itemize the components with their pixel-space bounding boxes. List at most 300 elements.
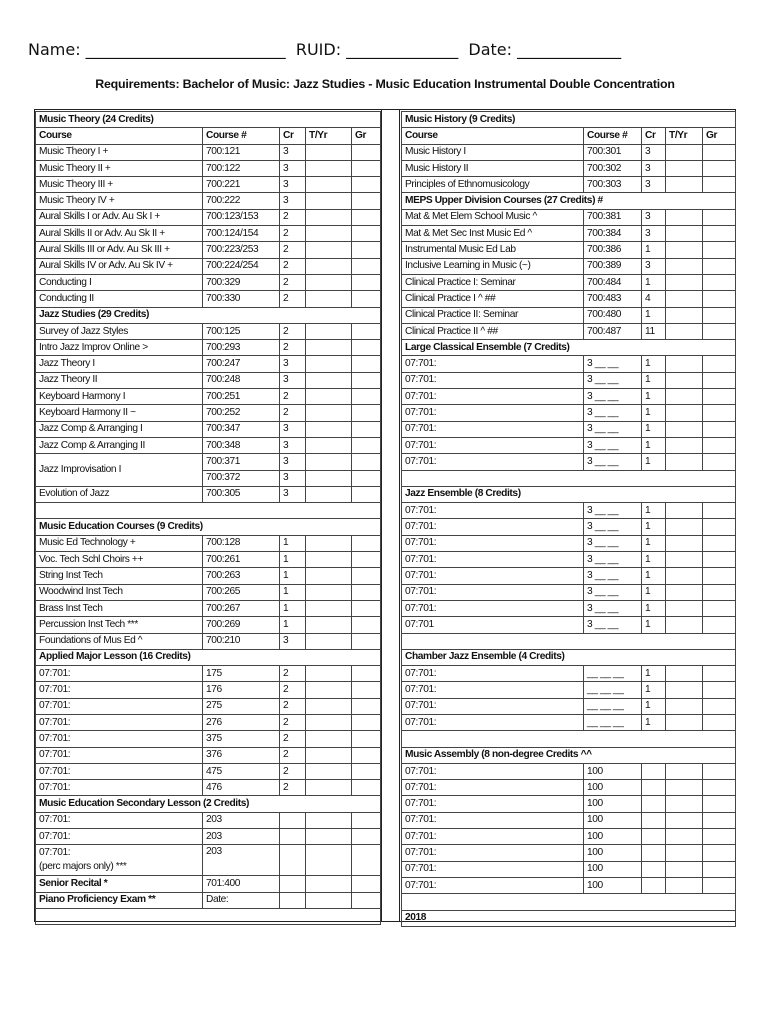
course-number: 700:487 (584, 323, 642, 339)
credits: 1 (280, 584, 306, 600)
term-year-cell (666, 160, 703, 176)
course-name: Jazz Theory I (36, 356, 203, 372)
table-row (402, 763, 736, 779)
grade-cell (703, 405, 736, 421)
course-number: 700:269 (203, 617, 280, 633)
column-header-term-year: T/Yr (666, 128, 703, 144)
course-number: 3 __ __ (584, 552, 642, 568)
course-number: 700:302 (584, 160, 642, 176)
course-name: 07:701: (402, 356, 584, 372)
course-name-line: 07:701: (39, 847, 71, 859)
term-year-cell (666, 829, 703, 845)
term-year-cell (666, 877, 703, 893)
course-number: 3 __ __ (584, 519, 642, 535)
credits: 1 (642, 503, 666, 519)
grade-cell (352, 470, 381, 486)
course-number: 700:128 (203, 535, 280, 551)
term-year-cell (306, 633, 352, 649)
course-number: 700:372 (203, 470, 280, 486)
table-row (36, 682, 381, 698)
credits: 1 (642, 714, 666, 730)
term-year-cell (666, 714, 703, 730)
table-row (402, 144, 736, 160)
term-year-cell (666, 226, 703, 242)
term-year-cell (306, 356, 352, 372)
table-row (402, 552, 736, 568)
course-note-line: (perc majors only) *** (39, 861, 127, 873)
table-row (36, 209, 381, 225)
table-row (402, 731, 736, 747)
table-row (402, 405, 736, 421)
term-year-cell (306, 747, 352, 763)
term-year-cell (306, 470, 352, 486)
course-name: Percussion Inst Tech *** (36, 617, 203, 633)
course-number: 700:124/154 (203, 226, 280, 242)
credits (280, 829, 306, 845)
table-row (402, 437, 736, 453)
table-row (402, 698, 736, 714)
course-name: 07:701: (36, 698, 203, 714)
term-year-cell (306, 568, 352, 584)
term-year-cell (306, 209, 352, 225)
credits: 1 (642, 389, 666, 405)
table-row (402, 209, 736, 225)
term-year-cell (306, 876, 352, 892)
table-row (36, 437, 381, 453)
section-heading: Jazz Ensemble (8 Credits) (402, 486, 736, 502)
course-name: Music History II (402, 160, 584, 176)
grade-cell (703, 177, 736, 193)
table-row (402, 160, 736, 176)
grade-cell (352, 714, 381, 730)
table-row (36, 128, 381, 144)
table-row (402, 617, 736, 633)
course-number: 3 __ __ (584, 372, 642, 388)
course-number: 700:301 (584, 144, 642, 160)
credits: 1 (642, 519, 666, 535)
page-title: Requirements: Bachelor of Music: Jazz Studies - Music Education Instrumental Double Concentration (95, 77, 675, 91)
table-row (36, 242, 381, 258)
table-row (402, 389, 736, 405)
term-year-cell (666, 209, 703, 225)
course-number: 700:224/254 (203, 258, 280, 274)
credits: 3 (280, 193, 306, 209)
table-row (402, 193, 736, 209)
course-number: 700:123/153 (203, 209, 280, 225)
credits (642, 763, 666, 779)
course-number: 100 (584, 829, 642, 845)
grade-cell (352, 177, 381, 193)
course-name: 07:701: (36, 731, 203, 747)
grade-cell (703, 389, 736, 405)
term-year-cell (306, 617, 352, 633)
credits: 1 (280, 600, 306, 616)
column-divider (381, 110, 400, 921)
course-name: 07:701: (402, 519, 584, 535)
credits: 2 (280, 258, 306, 274)
course-number: 700:210 (203, 633, 280, 649)
credits: 1 (642, 600, 666, 616)
course-number: 3 __ __ (584, 405, 642, 421)
term-year-cell (306, 812, 352, 828)
grade-cell (703, 144, 736, 160)
credits: 1 (642, 421, 666, 437)
table-row (402, 486, 736, 502)
term-year-cell (666, 519, 703, 535)
grade-cell (703, 323, 736, 339)
credits: 1 (642, 356, 666, 372)
term-year-cell (306, 535, 352, 551)
credits: 2 (280, 242, 306, 258)
term-year-cell (306, 323, 352, 339)
course-name: Clinical Practice II: Seminar (402, 307, 584, 323)
term-year-cell (666, 845, 703, 861)
course-number: 100 (584, 861, 642, 877)
blank-row (402, 731, 736, 747)
course-name: 07:701: (402, 437, 584, 453)
grade-cell (703, 503, 736, 519)
table-row (402, 112, 736, 128)
credits: 2 (280, 682, 306, 698)
grade-cell (352, 600, 381, 616)
table-row (402, 910, 736, 926)
term-year-cell (306, 584, 352, 600)
grade-cell (352, 763, 381, 779)
term-year-cell (666, 568, 703, 584)
table-row (36, 519, 381, 535)
right-requirements-table (401, 111, 736, 927)
term-year-cell (306, 177, 352, 193)
table-row (402, 894, 736, 910)
credits (642, 861, 666, 877)
course-name: 07:701: (402, 405, 584, 421)
course-number: 700:261 (203, 552, 280, 568)
course-number: __ __ __ (584, 698, 642, 714)
credits: 1 (642, 666, 666, 682)
table-row (36, 698, 381, 714)
table-row (36, 829, 381, 845)
grade-cell (352, 486, 381, 502)
course-number: 100 (584, 796, 642, 812)
table-row (36, 731, 381, 747)
table-row (36, 633, 381, 649)
credits (642, 845, 666, 861)
course-name: 07:701: (36, 829, 203, 845)
course-number: 700:371 (203, 454, 280, 470)
table-row (402, 177, 736, 193)
credits: 3 (280, 372, 306, 388)
term-year-cell (306, 160, 352, 176)
grade-cell (352, 845, 381, 876)
term-year-cell (306, 242, 352, 258)
credits: 3 (280, 144, 306, 160)
course-name: 07:701: (402, 535, 584, 551)
course-number: 700:252 (203, 405, 280, 421)
term-year-cell (306, 144, 352, 160)
credits: 3 (280, 486, 306, 502)
grade-cell (703, 209, 736, 225)
table-row (36, 177, 381, 193)
course-number: 375 (203, 731, 280, 747)
term-year-cell (306, 226, 352, 242)
table-row (36, 600, 381, 616)
course-name: 07:701: (402, 568, 584, 584)
course-name: Music Theory I + (36, 144, 203, 160)
credits: 4 (642, 291, 666, 307)
credits: 3 (280, 470, 306, 486)
course-name: Woodwind Inst Tech (36, 584, 203, 600)
course-number: 700:381 (584, 209, 642, 225)
course-number: 275 (203, 698, 280, 714)
table-row (36, 552, 381, 568)
table-row (36, 258, 381, 274)
course-name: 07:701: (36, 812, 203, 828)
course-name: Survey of Jazz Styles (36, 323, 203, 339)
course-number: 100 (584, 763, 642, 779)
course-number: 3 __ __ (584, 437, 642, 453)
credits: 2 (280, 405, 306, 421)
grade-cell (703, 780, 736, 796)
term-year-cell (306, 666, 352, 682)
table-row (36, 876, 381, 892)
credits: 1 (280, 552, 306, 568)
term-year-cell (666, 682, 703, 698)
grade-cell (352, 892, 381, 908)
table-row (36, 372, 381, 388)
table-row (36, 340, 381, 356)
blank-row (36, 908, 381, 924)
grade-cell (352, 731, 381, 747)
term-year-cell (306, 845, 352, 876)
table-row (36, 323, 381, 339)
course-number: 701:400 (203, 876, 280, 892)
course-name: 07:701: (402, 503, 584, 519)
term-year-cell (306, 600, 352, 616)
course-number: Date: (203, 892, 280, 908)
credits: 3 (642, 144, 666, 160)
course-name: Intro Jazz Improv Online > (36, 340, 203, 356)
grade-cell (703, 291, 736, 307)
grade-cell (703, 698, 736, 714)
credits: 3 (642, 226, 666, 242)
term-year-cell (306, 372, 352, 388)
course-name: 07:701: (402, 372, 584, 388)
table-row (402, 128, 736, 144)
section-heading: Music Education Courses (9 Credits) (36, 519, 381, 535)
grade-cell (703, 421, 736, 437)
course-name: 07:701: (402, 780, 584, 796)
course-number: 700:347 (203, 421, 280, 437)
course-number: 700:348 (203, 437, 280, 453)
term-year-cell (666, 323, 703, 339)
credits: 3 (280, 454, 306, 470)
term-year-cell (306, 552, 352, 568)
credits: 3 (280, 356, 306, 372)
credits (642, 877, 666, 893)
column-header-credits: Cr (642, 128, 666, 144)
term-year-cell (666, 584, 703, 600)
section-heading: Music History (9 Credits) (402, 112, 736, 128)
table-row (36, 291, 381, 307)
column-header-course: Course (402, 128, 584, 144)
credits: 3 (280, 633, 306, 649)
grade-cell (352, 242, 381, 258)
table-row (402, 666, 736, 682)
course-name: 07:701: (402, 714, 584, 730)
credits: 1 (642, 405, 666, 421)
table-row (402, 796, 736, 812)
credits: 1 (642, 552, 666, 568)
term-year-cell (306, 780, 352, 796)
table-row (402, 747, 736, 763)
grade-cell (352, 698, 381, 714)
course-name: Aural Skills II or Adv. Au Sk II + (36, 226, 203, 242)
term-year-cell (306, 829, 352, 845)
grade-cell (352, 535, 381, 551)
section-heading: Music Assembly (8 non-degree Credits ^^ (402, 747, 736, 763)
course-name: Jazz Improvisation I (36, 454, 203, 487)
grade-cell (352, 617, 381, 633)
course-name: 07:701: (402, 845, 584, 861)
term-year-cell (666, 666, 703, 682)
credits: 1 (642, 454, 666, 470)
blank-row (402, 633, 736, 649)
grade-cell (703, 307, 736, 323)
table-row (402, 780, 736, 796)
term-year-cell (666, 258, 703, 274)
course-number: 700:267 (203, 600, 280, 616)
grade-cell (352, 193, 381, 209)
course-name: 07:701 (402, 617, 584, 633)
grade-cell (352, 780, 381, 796)
course-name: Aural Skills I or Adv. Au Sk I + (36, 209, 203, 225)
table-row (402, 877, 736, 893)
grade-cell (703, 714, 736, 730)
table-row (402, 503, 736, 519)
grade-cell (703, 861, 736, 877)
course-number: 203 (203, 845, 280, 876)
credits: 2 (280, 323, 306, 339)
table-row (36, 486, 381, 502)
grade-cell (703, 160, 736, 176)
term-year-cell (666, 763, 703, 779)
course-name: Clinical Practice I: Seminar (402, 274, 584, 290)
grade-cell (352, 454, 381, 470)
term-year-cell (666, 421, 703, 437)
table-row (36, 747, 381, 763)
course-name: Aural Skills IV or Adv. Au Sk IV + (36, 258, 203, 274)
column-header-grade: Gr (703, 128, 736, 144)
course-number: 3 __ __ (584, 421, 642, 437)
credits: 1 (642, 698, 666, 714)
course-number: 3 __ __ (584, 584, 642, 600)
section-heading: Chamber Jazz Ensemble (4 Credits) (402, 649, 736, 665)
table-row (402, 356, 736, 372)
course-number: 700:329 (203, 274, 280, 290)
credits: 1 (280, 535, 306, 551)
term-year-cell (666, 291, 703, 307)
course-name: Mat & Met Elem School Music ^ (402, 209, 584, 225)
term-year-cell (306, 454, 352, 470)
course-number: 700:305 (203, 486, 280, 502)
table-row (36, 144, 381, 160)
course-name: 07:701: (402, 763, 584, 779)
grade-cell (352, 829, 381, 845)
term-year-cell (666, 812, 703, 828)
credits: 1 (642, 584, 666, 600)
table-row (402, 242, 736, 258)
grade-cell (352, 405, 381, 421)
term-year-cell (666, 503, 703, 519)
blank-row (402, 894, 736, 910)
table-row (402, 682, 736, 698)
course-name: 07:701: (402, 421, 584, 437)
credits: 1 (280, 617, 306, 633)
credits (642, 829, 666, 845)
course-name: Foundations of Mus Ed ^ (36, 633, 203, 649)
section-heading: Jazz Studies (29 Credits) (36, 307, 381, 323)
table-row (36, 421, 381, 437)
credits: 2 (280, 698, 306, 714)
credits: 1 (642, 535, 666, 551)
grade-cell (703, 356, 736, 372)
grade-cell (352, 421, 381, 437)
course-number: 476 (203, 780, 280, 796)
table-row (402, 535, 736, 551)
credits: 1 (642, 274, 666, 290)
credits: 1 (642, 682, 666, 698)
term-year-cell (306, 763, 352, 779)
table-row (402, 291, 736, 307)
course-name (36, 845, 203, 876)
grade-cell (352, 389, 381, 405)
course-name: 07:701: (402, 796, 584, 812)
term-year-cell (306, 421, 352, 437)
course-number: 700:386 (584, 242, 642, 258)
term-year-cell (666, 405, 703, 421)
course-number: 700:303 (584, 177, 642, 193)
credits: 2 (280, 731, 306, 747)
term-year-cell (666, 307, 703, 323)
table-row (36, 617, 381, 633)
grade-cell (352, 291, 381, 307)
grade-cell (703, 437, 736, 453)
term-year-cell (666, 274, 703, 290)
left-requirements-table (35, 111, 381, 925)
term-year-cell (666, 437, 703, 453)
course-number: 700:248 (203, 372, 280, 388)
credits: 2 (280, 780, 306, 796)
term-year-cell (666, 617, 703, 633)
credits: 2 (280, 747, 306, 763)
course-number: 700:221 (203, 177, 280, 193)
term-year-cell (666, 372, 703, 388)
grade-cell (352, 666, 381, 682)
table-row (402, 307, 736, 323)
course-number: 475 (203, 763, 280, 779)
grade-cell (352, 682, 381, 698)
grade-cell (703, 763, 736, 779)
course-number: __ __ __ (584, 682, 642, 698)
credits: 2 (280, 389, 306, 405)
table-row (36, 845, 381, 876)
credits: 1 (642, 372, 666, 388)
name-ruid-date-line: Name: _________________________ RUID: ______________ Date: _____________ (28, 40, 622, 59)
table-row (36, 226, 381, 242)
credits (280, 876, 306, 892)
course-name: 07:701: (402, 389, 584, 405)
credits: 2 (280, 274, 306, 290)
